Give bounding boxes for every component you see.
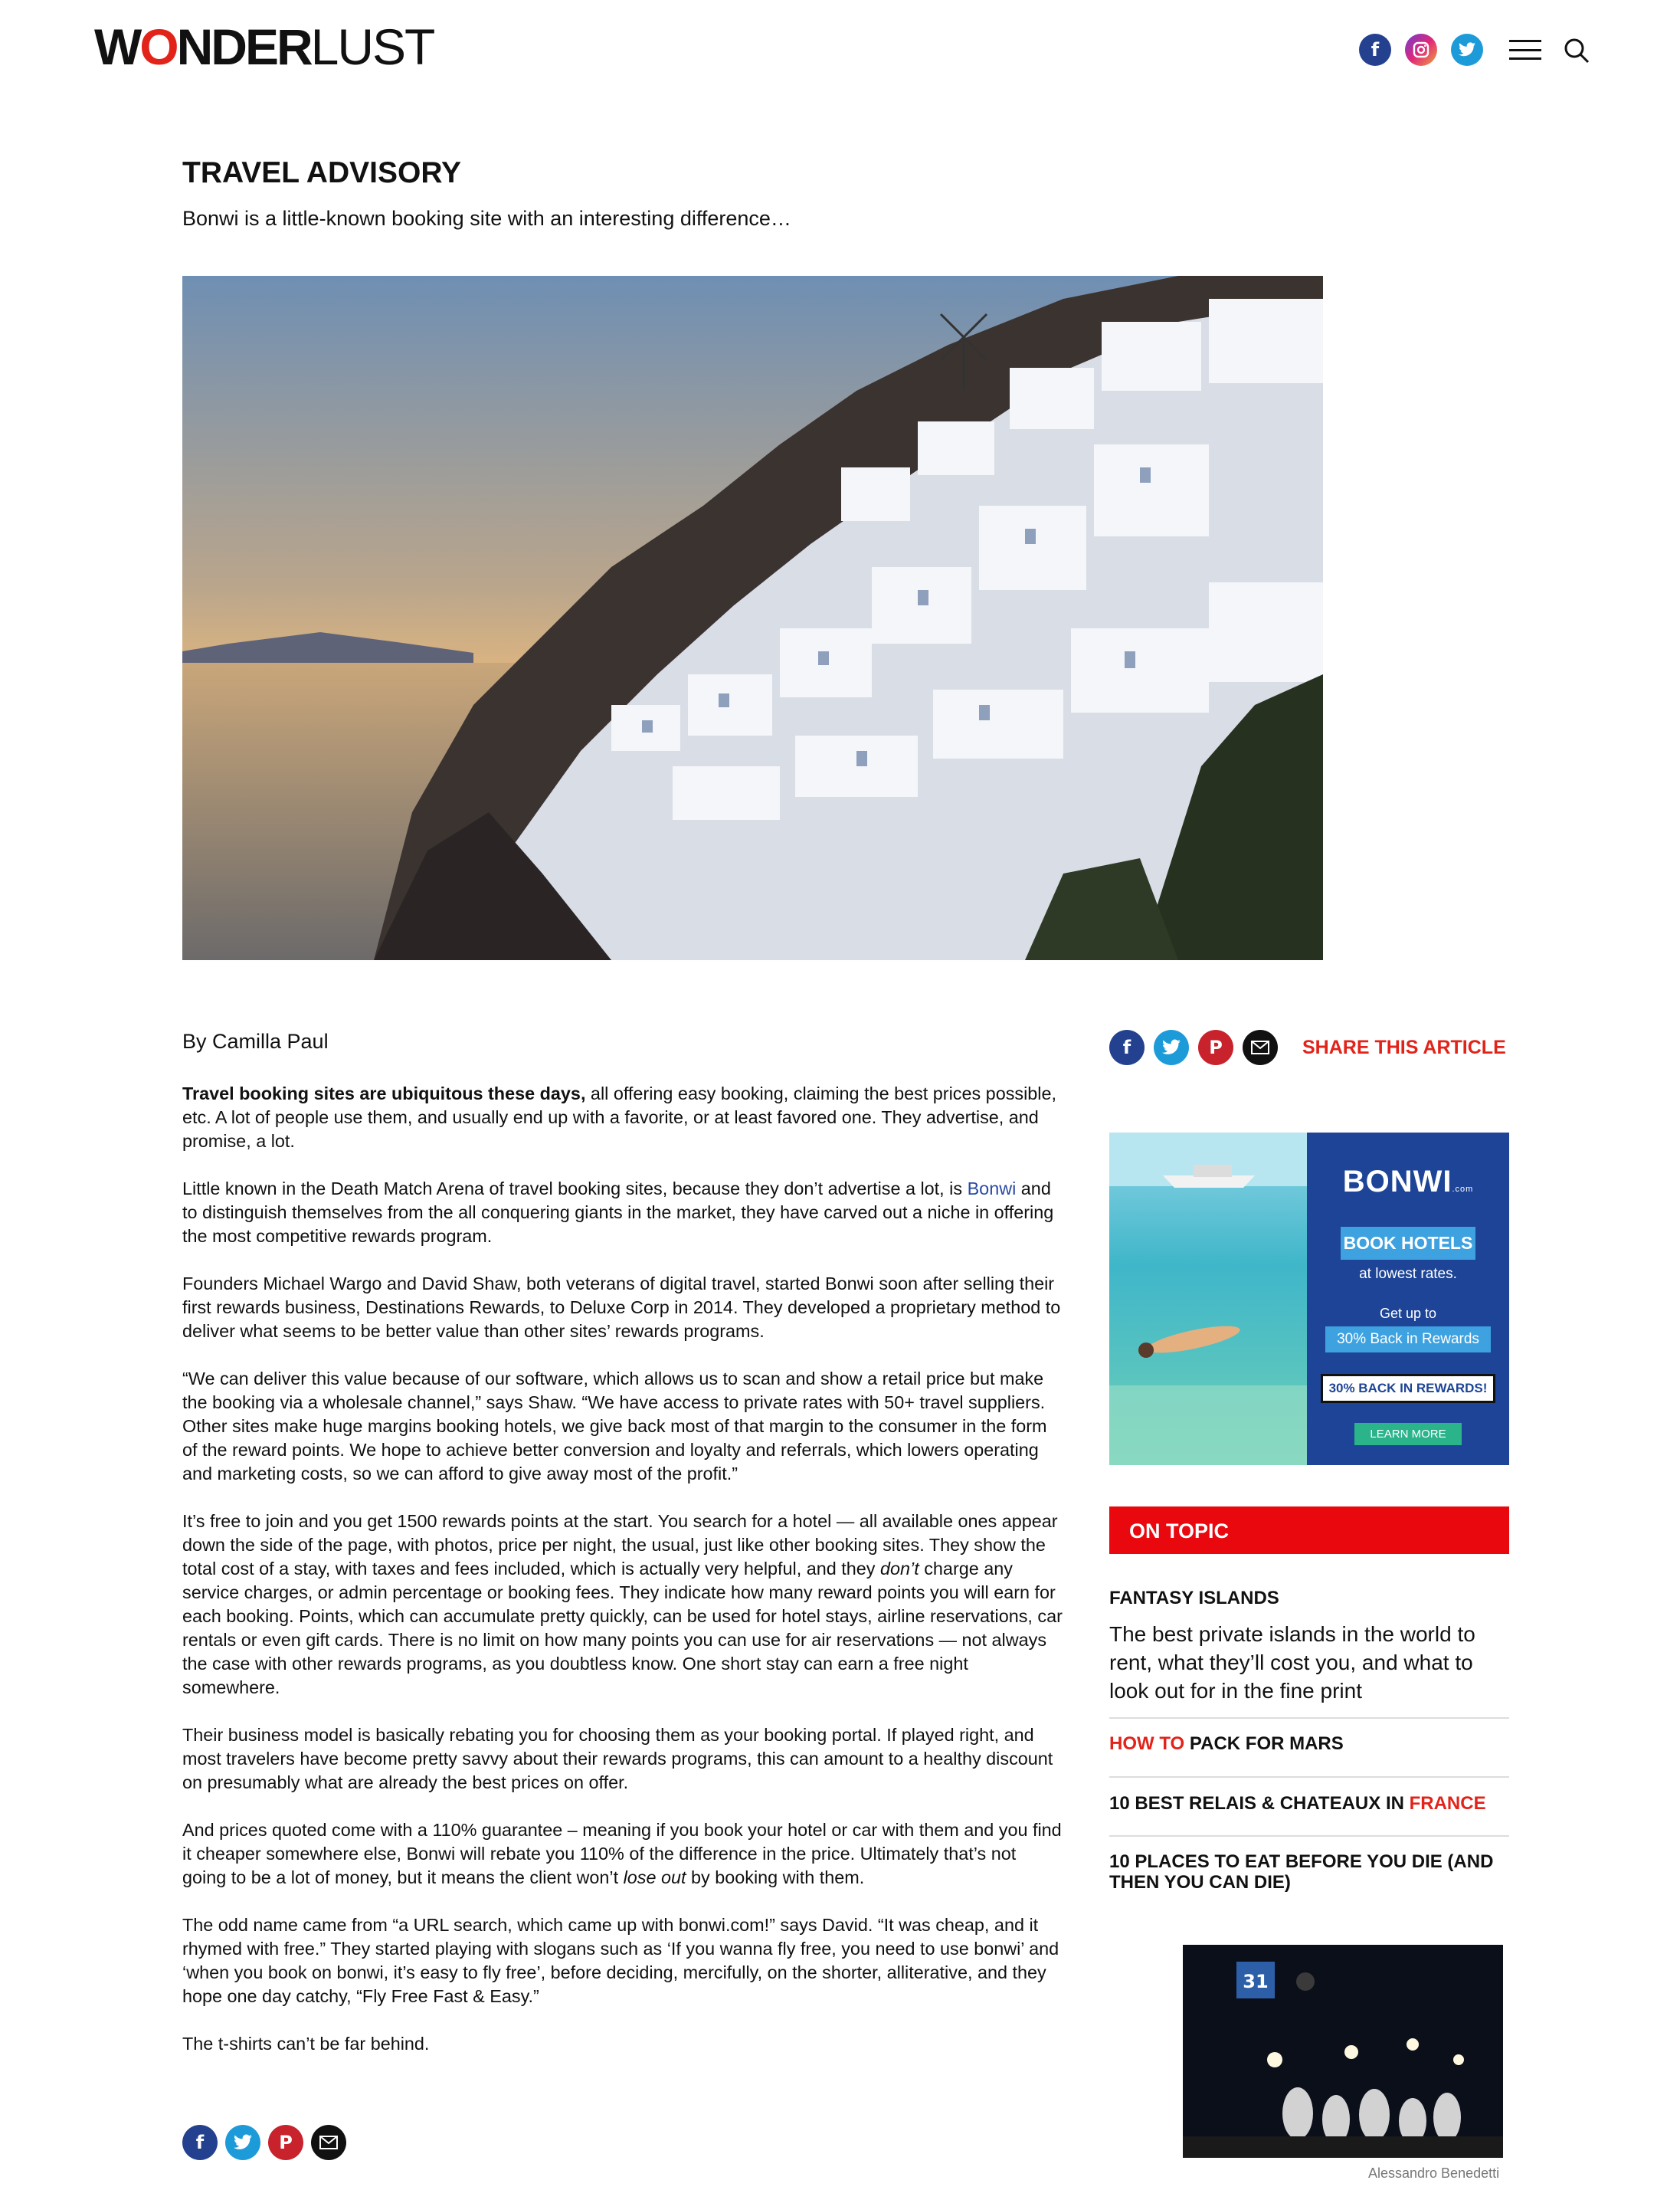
emphasis: don’t <box>880 1559 919 1579</box>
on-topic-thumbnail[interactable] <box>1183 1945 1503 2158</box>
paragraph <box>182 1510 1063 1700</box>
paragraph <box>182 1177 1063 1248</box>
ad-learn-more-button[interactable]: LEARN MORE <box>1354 1423 1462 1445</box>
paragraph: Their business model is basically rebating you for choosing them as your booking portal. If played right, and most travelers have become pretty savvy about their rewards programs, this can amount to a healthy discount on presumably what are already the best prices on offer. <box>182 1725 1053 1792</box>
ad-rewards-badge: 30% BACK IN REWARDS! <box>1321 1374 1495 1403</box>
paragraph <box>182 1818 1063 1890</box>
link-text: PACK FOR MARS <box>1184 1733 1344 1754</box>
ad-panel <box>1307 1133 1509 1465</box>
email-share-icon[interactable] <box>311 2125 346 2160</box>
email-share-icon[interactable] <box>1243 1030 1278 1065</box>
share-article-link[interactable]: SHARE THIS ARTICLE <box>1302 1036 1506 1058</box>
twitter-share-icon[interactable] <box>225 2125 260 2160</box>
paragraph: Founders Michael Wargo and David Shaw, both veterans of digital travel, started Bonwi soon after selling their first rewards business, Destinations Rewards, to Deluxe Corp in 2014. They developed a proprietary method to deliver what seems to be better value than other sites’ rewards programs. <box>182 1274 1061 1341</box>
facebook-share-icon[interactable]: f <box>182 2125 218 2160</box>
paragraph-text: charge any service charges, or admin percentage or booking fees. They indicate how many reward points you will earn for each booking. Points, which can accumulate pretty quickly, can be used for hotel stays, airline reservations, car rentals or even gift cards. There is no limit on how many points you can use for air reservations — not always the case with other rewards programs, as you doubtless know. One short stay can earn a free night somewhere. <box>182 1559 1063 1697</box>
article-body <box>182 1082 1063 2080</box>
pinterest-share-icon[interactable]: P <box>1198 1030 1233 1065</box>
paragraph-text: And prices quoted come with a 110% guarantee – meaning if you book your hotel or car with them and you find it cheaper somewhere else, Bonwi will rebate you 110% of the difference in the price. Ultimately that’s not going to be a lot of money, but it means the client won’t <box>182 1820 1062 1887</box>
ad-brand-name: BONWI <box>1342 1165 1452 1198</box>
paragraph-text: by booking with them. <box>686 1867 865 1887</box>
on-topic-link-eat[interactable]: 10 PLACES TO EAT BEFORE YOU DIE (AND THEN YOU CAN DIE) <box>1109 1851 1494 1893</box>
ad-book-hotels: BOOK HOTELS <box>1341 1227 1475 1260</box>
link-text: 10 BEST RELAIS & CHATEAUX IN <box>1109 1793 1410 1814</box>
lead-in: Travel booking sites are ubiquitous these days, <box>182 1084 586 1103</box>
divider <box>1109 1776 1509 1778</box>
header-social-links <box>1359 34 1483 66</box>
paragraph <box>182 1082 1063 1153</box>
hamburger-menu-icon[interactable] <box>1509 40 1541 60</box>
ad-lowest-rates: at lowest rates. <box>1359 1266 1457 1282</box>
twitter-share-icon[interactable] <box>1154 1030 1189 1065</box>
emphasis: lose out <box>623 1867 686 1887</box>
ad-rewards-text: 30% Back in Rewards <box>1325 1326 1491 1352</box>
divider <box>1109 1717 1509 1719</box>
section-title: TRAVEL ADVISORY <box>182 156 462 189</box>
on-topic-link-mars[interactable] <box>1109 1733 1509 1754</box>
hero-image <box>182 276 1323 960</box>
logo-part-red: O <box>139 18 177 75</box>
paragraph: “We can deliver this value because of our software, which allows us to scan and show a retail price but make the booking via a wholesale channel,” says Shaw. “We have access to private rates with 50+ travel suppliers. Other sites make huge margins booking hotels, we give back most of that margin to the consumer in the form of the reward points. We hope to achieve better conversion and loyalty and referrals, which lowers operating and marketing costs, so we can afford to give away most of the profit.” <box>182 1369 1047 1483</box>
facebook-icon[interactable]: f <box>1359 34 1391 66</box>
paragraph: The odd name came from “a URL search, which came up with bonwi.com!” says David. “It was cheap, and it rhymed with free.” They started playing with slogans such as ‘If you wanna fly free, you need to use bonwi’ and ‘when you book on bonwi, it’s easy to fly free’, before deciding, mercifully, on the shorter, alliterative, and they hope one day catchy, “Fly Free Fast & Easy.” <box>182 1915 1059 2006</box>
on-topic-description[interactable]: The best private islands in the world to rent, what they’ll cost you, and what to look out for in the fine print <box>1109 1622 1475 1703</box>
bonwi-link[interactable]: Bonwi <box>967 1179 1017 1198</box>
on-topic-category[interactable]: FANTASY ISLANDS <box>1109 1588 1279 1608</box>
search-icon[interactable] <box>1563 37 1590 64</box>
ad-brand <box>1307 1165 1509 1199</box>
logo-part-light: LUST <box>310 18 434 75</box>
paragraph-text: all offering easy booking, claiming the best prices possible, etc. A lot of people use them, and usually end up with a favorite, or at least favored one. They advertise, and promise, a lot. <box>182 1084 1057 1151</box>
link-highlight: FRANCE <box>1409 1793 1486 1814</box>
logo-part: W <box>94 18 140 75</box>
share-bar <box>1109 1030 1506 1065</box>
link-highlight: HOW TO <box>1109 1733 1185 1754</box>
on-topic-heading: ON TOPIC <box>1109 1506 1509 1554</box>
ad-get-up-to: Get up to <box>1379 1306 1437 1321</box>
paragraph: The t-shirts can’t be far behind. <box>182 2034 430 2054</box>
divider <box>1109 1835 1509 1837</box>
stall-number-sign: 31 <box>1243 1971 1269 1992</box>
logo-part: NDER <box>176 18 311 75</box>
byline: By Camilla Paul <box>182 1030 329 1053</box>
on-topic-link-france[interactable] <box>1109 1793 1509 1814</box>
twitter-icon[interactable] <box>1451 34 1483 66</box>
facebook-share-icon[interactable]: f <box>1109 1030 1145 1065</box>
article-subtitle: Bonwi is a little-known booking site with an interesting difference… <box>182 207 791 230</box>
share-bar-bottom <box>182 2125 346 2160</box>
paragraph-text: and to distinguish themselves from the all conquering giants in the market, they have carved out a niche in offering the most competitive rewards program. <box>182 1179 1054 1246</box>
bonwi-ad-banner[interactable] <box>1109 1133 1509 1465</box>
photo-credit: Alessandro Benedetti <box>1368 2165 1500 2181</box>
paragraph-text: It’s free to join and you get 1500 rewards points at the start. You search for a hotel — all available ones appear down the side of the page, with photos, price per night, the usual, just like other booking sites. They show the total cost of a stay, with taxes and fees included, which is actually very helpful, and they <box>182 1511 1058 1579</box>
instagram-icon[interactable] <box>1405 34 1437 66</box>
site-logo[interactable] <box>94 18 434 75</box>
pinterest-share-icon[interactable]: P <box>268 2125 303 2160</box>
ad-brand-suffix: .com <box>1452 1185 1474 1194</box>
paragraph-text: Little known in the Death Match Arena of travel booking sites, because they don’t advertise a lot, is <box>182 1179 968 1198</box>
